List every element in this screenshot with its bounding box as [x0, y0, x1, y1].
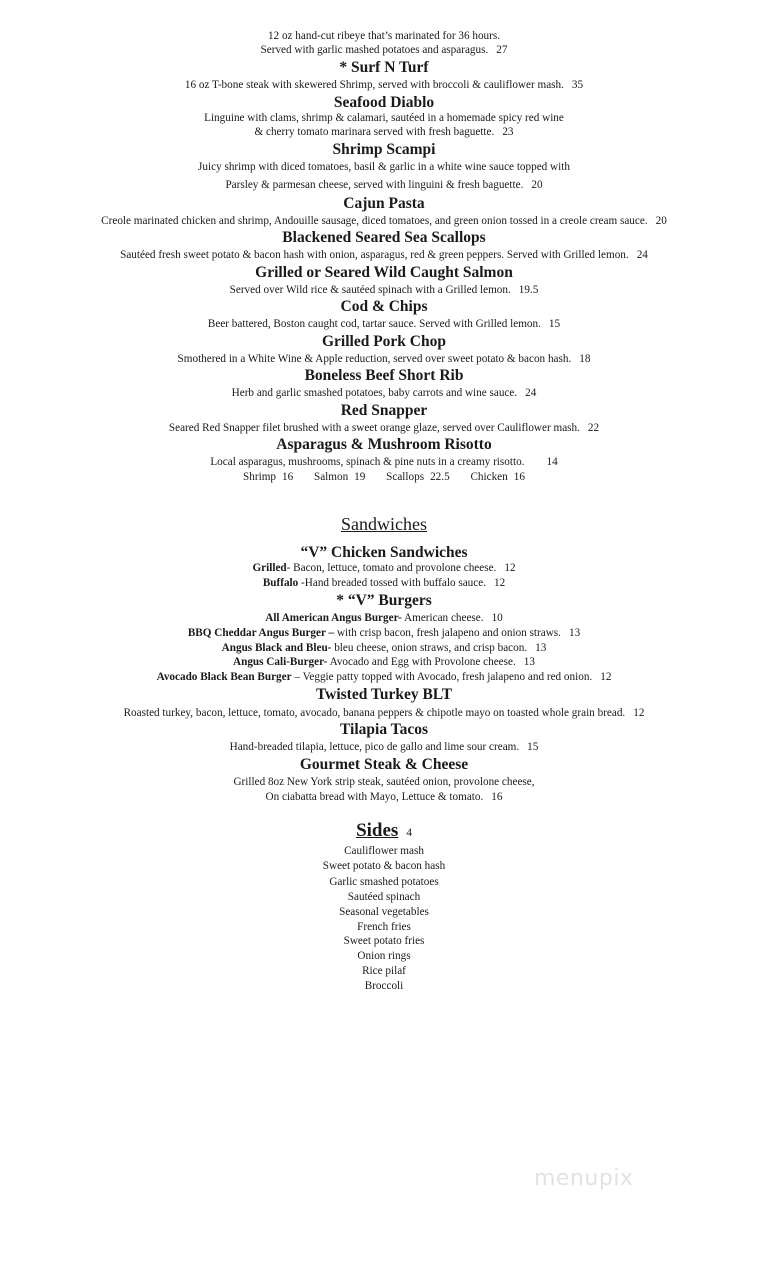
red-snapper-description: Seared Red Snapper filet brushed with a sweet orange glaze, served over Cauliflower mash. 22 [168, 422, 600, 434]
addon-shrimp: Shrimp 16 [243, 471, 294, 483]
shrimp-scampi-description: Juicy shrimp with diced tomatoes, basil & garlic in a white wine sauce topped with [198, 161, 570, 173]
seafood-diablo-description-line2: & cherry tomato marinara served with fresh baguette. 23 [254, 126, 514, 138]
burger-cali-item: Angus Cali-Burger- Avocado and Egg with Provolone cheese. 13 [233, 656, 535, 668]
chicken-sandwiches-title: “V” Chicken Sandwiches [300, 544, 468, 561]
surf-n-turf-price: 35 [571, 79, 584, 91]
sides-price: 4 [406, 827, 412, 839]
pork-chop-title: Grilled Pork Chop [321, 333, 446, 350]
side-item: Cauliflower mash [344, 845, 424, 857]
ribeye-description: 12 oz hand-cut ribeye that’s marinated for 36 hours. [267, 30, 501, 42]
cajun-pasta-description: Creole marinated chicken and shrimp, Andouille sausage, diced tomatoes, and green onion tossed in a creole cream sauce. 20 [101, 215, 667, 227]
side-item: Seasonal vegetables [339, 906, 429, 918]
addon-salmon: Salmon 19 [313, 471, 366, 483]
scallops-price: 24 [636, 249, 648, 261]
side-item: Garlic smashed potatoes [329, 876, 439, 888]
shrimp-scampi-title: Shrimp Scampi [332, 141, 436, 158]
side-item: Sautéed spinach [347, 891, 421, 903]
shrimp-scampi-description-line2: Parsley & parmesan cheese, served with linguini & fresh baguette. 20 [225, 179, 543, 191]
tilapia-tacos-description: Hand-breaded tilapia, lettuce, pico de gallo and lime sour cream. 15 [229, 741, 539, 753]
short-rib-description: Herb and garlic smashed potatoes, baby carrots and wine sauce. 24 [231, 387, 537, 399]
side-item: Broccoli [364, 980, 404, 992]
addon-chicken: Chicken 16 [470, 471, 525, 483]
chicken-buffalo-item: Buffalo -Hand breaded tossed with buffalo sauce. 12 [262, 577, 506, 589]
addon-scallops: Scallops 22.5 [386, 471, 450, 483]
burger-bbq-cheddar-item: BBQ Cheddar Angus Burger – with crisp bacon, fresh jalapeno and onion straws. 13 [187, 627, 581, 639]
steak-cheese-price: 16 [491, 791, 503, 803]
burger-black-bean-item: Avocado Black Bean Burger – Veggie patty topped with Avocado, fresh jalapeno and red onion. 12 [156, 671, 612, 683]
salmon-price: 19.5 [518, 284, 539, 296]
seafood-diablo-price: 23 [502, 126, 514, 138]
pork-chop-price: 18 [579, 353, 591, 365]
burger-black-bleu-item: Angus Black and Bleu- bleu cheese, onion straws, and crisp bacon. 13 [221, 642, 547, 654]
side-item: Sweet potato & bacon hash [322, 860, 446, 872]
pork-chop-description: Smothered in a White Wine & Apple reduction, served over sweet potato & bacon hash. 18 [177, 353, 591, 365]
menupix-watermark: menupix [534, 1166, 634, 1191]
turkey-blt-description: Roasted turkey, bacon, lettuce, tomato, avocado, banana peppers & chipotle mayo on toasted whole grain bread. 12 [123, 707, 645, 719]
tilapia-tacos-price: 15 [527, 741, 539, 753]
steak-cheese-title: Gourmet Steak & Cheese [299, 756, 469, 773]
turkey-blt-title: Twisted Turkey BLT [315, 686, 453, 703]
cod-chips-price: 15 [548, 318, 561, 330]
short-rib-price: 24 [525, 387, 537, 399]
scallops-description: Sautéed fresh sweet potato & bacon hash with onion, asparagus, red & green peppers. Served with Grilled lemon. 24 [120, 249, 648, 261]
sandwiches-heading: Sandwiches [341, 514, 427, 534]
chicken-grilled-item: Grilled- Bacon, lettuce, tomato and provolone cheese. 12 [252, 562, 516, 574]
risotto-price: 14 [546, 456, 558, 468]
turkey-blt-price: 12 [633, 707, 645, 719]
ribeye-price: 27 [496, 44, 508, 56]
red-snapper-price: 22 [587, 422, 600, 434]
seafood-diablo-description: Linguine with clams, shrimp & calamari, sautéed in a homemade spicy red wine [204, 112, 564, 124]
risotto-description: Local asparagus, mushrooms, spinach & pine nuts in a creamy risotto. 14 [210, 456, 558, 468]
short-rib-title: Boneless Beef Short Rib [304, 367, 464, 384]
salmon-title: Grilled or Seared Wild Caught Salmon [255, 264, 513, 281]
red-snapper-title: Red Snapper [340, 402, 428, 419]
risotto-addons [0, 470, 768, 484]
side-item: French fries [357, 921, 411, 933]
cod-chips-description: Beer battered, Boston caught cod, tartar sauce. Served with Grilled lemon. 15 [207, 318, 561, 330]
burgers-title: * “V” Burgers [336, 592, 432, 609]
burger-all-american-item: All American Angus Burger- American cheese. 10 [265, 612, 503, 624]
side-item: Sweet potato fries [343, 935, 425, 947]
cajun-pasta-price: 20 [655, 215, 667, 227]
surf-n-turf-description: 16 oz T-bone steak with skewered Shrimp, served with broccoli & cauliflower mash. 35 [184, 79, 584, 91]
tilapia-tacos-title: Tilapia Tacos [339, 721, 429, 738]
side-item: Rice pilaf [362, 965, 406, 977]
ribeye-description-line2: Served with garlic mashed potatoes and asparagus. 27 [260, 44, 508, 56]
steak-cheese-description: Grilled 8oz New York strip steak, sautéed onion, provolone cheese, [233, 776, 535, 788]
scallops-title: Blackened Seared Sea Scallops [282, 229, 486, 246]
salmon-description: Served over Wild rice & sautéed spinach with a Grilled lemon. 19.5 [229, 284, 539, 296]
cajun-pasta-title: Cajun Pasta [343, 195, 425, 212]
sides-header [0, 820, 768, 842]
sides-heading: Sides [356, 820, 399, 841]
seafood-diablo-title: Seafood Diablo [333, 94, 435, 111]
shrimp-scampi-price: 20 [531, 179, 543, 191]
surf-n-turf-title: * Surf N Turf [339, 59, 429, 76]
cod-chips-title: Cod & Chips [340, 298, 428, 315]
risotto-title: Asparagus & Mushroom Risotto [276, 436, 492, 453]
steak-cheese-description-line2: On ciabatta bread with Mayo, Lettuce & tomato. 16 [265, 791, 503, 803]
side-item: Onion rings [357, 950, 411, 962]
